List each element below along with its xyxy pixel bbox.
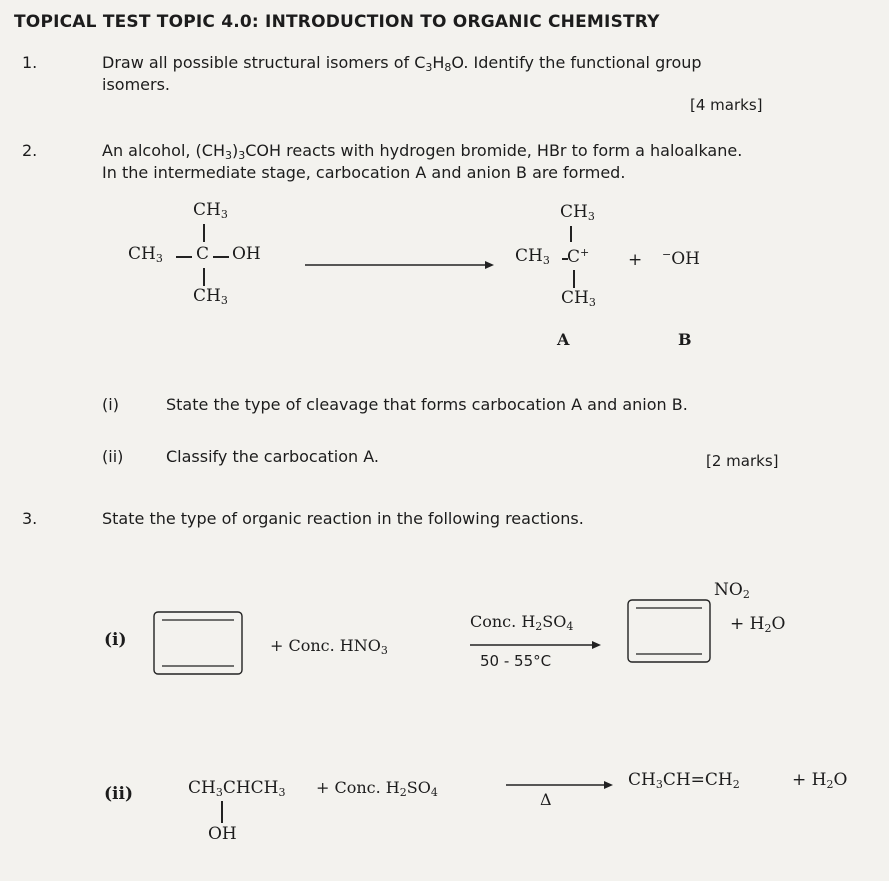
reaction-i-number: (i): [104, 630, 127, 650]
q1-line2: isomers.: [102, 75, 170, 94]
nitrobenzene-ring-icon: [624, 596, 716, 666]
cation-carbon: C+: [567, 246, 590, 267]
left-methyl: $CH_3$: [128, 244, 163, 265]
bottom-methyl: $CH_3$: [193, 286, 228, 307]
condition-acid: Conc. $H_2SO_4$: [470, 612, 574, 633]
q2-part-ii-text: Classify the carbocation A.: [166, 447, 379, 466]
cation-bond-bottom: [573, 270, 575, 288]
benzene-ring-icon: [150, 608, 246, 678]
q3-text: State the type of organic reaction in the following reactions.: [102, 509, 584, 528]
reaction-i-water: + $H_2O$: [730, 614, 786, 635]
label-b: B: [678, 330, 692, 349]
q1-text: [102, 52, 862, 79]
products-plus: +: [628, 250, 643, 270]
q3-number: 3.: [22, 509, 38, 528]
top-methyl: $CH_3$: [193, 200, 228, 221]
propene: $CH_3CH=CH_2$: [628, 770, 740, 791]
reagent-hno3: + Conc. $HNO_3$: [270, 636, 388, 657]
q2-part-i-number: (i): [102, 395, 119, 414]
bond-left: [176, 256, 192, 258]
page-title: TOPICAL TEST TOPIC 4.0: INTRODUCTION TO ORGANIC CHEMISTRY: [14, 12, 660, 32]
bond-right: [213, 256, 229, 258]
propan-2-ol-hydroxyl: OH: [208, 824, 237, 844]
q2-number: 2.: [22, 141, 38, 160]
nitro-group: $NO_2$: [714, 580, 750, 601]
cation-bottom-methyl: $CH_3$: [561, 288, 596, 309]
label-a: A: [557, 330, 570, 349]
tert-butanol-structure: [128, 196, 288, 326]
q2-part-i-text: State the type of cleavage that forms carbocation A and anion B.: [166, 395, 688, 414]
q1-marks: [4 marks]: [690, 96, 763, 114]
q1-sub-c: 3: [425, 61, 433, 74]
reaction-ii-number: (ii): [104, 784, 134, 804]
q1-number: 1.: [22, 53, 38, 72]
reaction-i-arrow: [470, 640, 602, 650]
q1-text-pre: Draw all possible structural isomers of C: [102, 53, 426, 72]
reaction-ii-arrow: [506, 780, 614, 790]
oh-bond: [221, 801, 223, 823]
q2-pre: An alcohol, (CH: [102, 141, 225, 160]
condition-temperature: 50 - 55°C: [480, 652, 552, 670]
q2-marks: [2 marks]: [706, 452, 779, 470]
bond-top: [203, 224, 205, 242]
cation-bond-top: [570, 226, 572, 242]
carbocation-a-structure: [515, 196, 645, 356]
reaction-ii-water: + $H_2O$: [792, 770, 848, 791]
cation-top-methyl: $CH_3$: [560, 202, 595, 223]
q1-text-post: O. Identify the functional group: [451, 53, 702, 72]
heat-symbol: Δ: [540, 790, 552, 809]
q1-sub-h: 8: [444, 61, 452, 74]
q2-post: COH reacts with hydrogen bromide, HBr to form a haloalkane.: [245, 141, 743, 160]
q2-sub-a: 3: [225, 149, 232, 162]
cation-left-methyl: $CH_3$: [515, 246, 550, 267]
q2-sub-b: 3: [238, 149, 246, 162]
reagent-h2so4: + Conc. $H_2SO_4$: [316, 778, 438, 799]
central-carbon: C: [196, 244, 210, 264]
q2-mid: ): [232, 141, 239, 160]
hydroxide-anion: −OH: [662, 248, 700, 269]
q1-h: H: [432, 53, 445, 72]
q2-part-ii-number: (ii): [102, 447, 124, 466]
q2-line2: In the intermediate stage, carbocation A and anion B are formed.: [102, 163, 626, 182]
hydroxyl: OH: [232, 244, 261, 264]
propan-2-ol: $CH_3CHCH_3$: [188, 778, 286, 799]
reaction-arrow: [305, 258, 495, 272]
bond-bottom: [203, 268, 205, 286]
